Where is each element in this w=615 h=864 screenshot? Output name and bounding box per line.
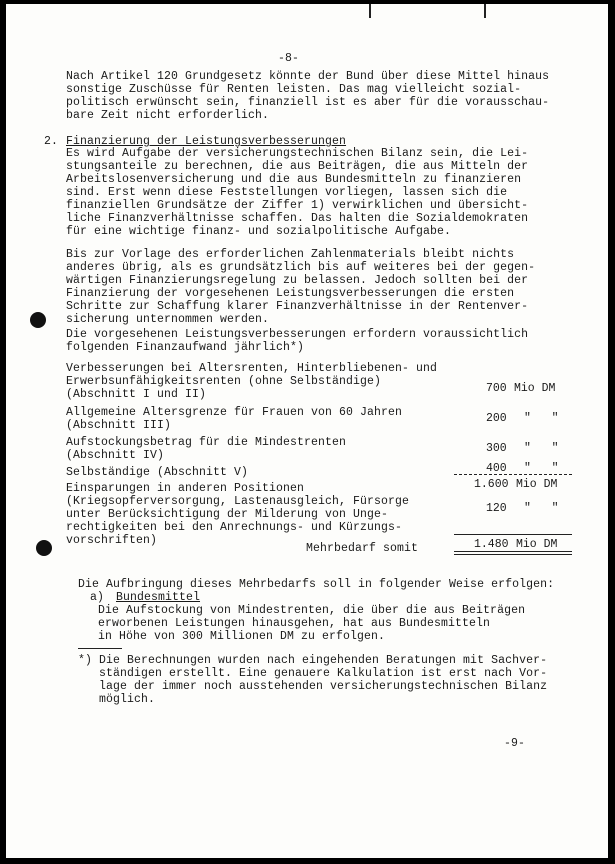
section2-line: für eine wichtige finanz- und sozialpolitische Aufgabe. [66,225,452,238]
cost-item-label: Erwerbsunfähigkeitsrenten (ohne Selbständige) [66,375,382,388]
footnote-line: lage der immer noch ausstehenden versicherungstechnischen Bilanz [78,680,548,693]
cost-item-label: Verbesserungen bei Altersrenten, Hinterbliebenen- und [66,362,438,375]
cost-item-amount: 400 [486,462,507,475]
section2-line: Es wird Aufgabe der versicherungstechnischen Bilanz sein, die Lei- [66,147,529,160]
footnote-line: *) Die Berechnungen wurden nach eingehenden Beratungen mit Sachver- [78,654,548,667]
sum-rule [454,474,572,475]
cost-item-label: (Abschnitt I und II) [66,388,207,401]
savings-label: Einsparungen in anderen Positionen [66,482,305,495]
para5-line: erworbenen Leistungen hinausgehen, hat aus Bundesmitteln [98,617,491,630]
para4-line: Die vorgesehenen Leistungsverbesserungen erfordern voraussichtlich [66,328,529,341]
para4-line: folgenden Finanzaufwand jährlich*) [66,341,305,354]
savings-label: vorschriften) [66,534,158,547]
cost-item-label: Selbständige (Abschnitt V) [66,466,249,479]
para3-line: anderes übrig, als es grundsätzlich bis auf weiteres bei der gegen- [66,261,536,274]
savings-label: rechtigkeiten bei den Anrechnungs- und Kürzungs- [66,521,403,534]
punch-hole [36,540,52,556]
footnote-line: möglich. [78,693,156,706]
page-number: -8- [278,52,300,65]
item-heading: Bundesmittel [116,591,201,604]
para1-line: Nach Artikel 120 Grundgesetz könnte der Bund über diese Mittel hinaus [66,70,550,83]
sum-rule [454,534,572,535]
document-page [6,4,608,858]
section-number: 2. [44,135,59,148]
next-page-marker: -9- [504,737,526,750]
section-heading: Finanzierung der Leistungsverbesserungen [66,135,347,148]
scan-mark [484,4,486,18]
para3-line: wärtigen Finanzierungsregelung zu belassen. Jedoch sollten bei der [66,274,529,287]
cost-item-label: Allgemeine Altersgrenze für Frauen von 60 Jahren [66,406,403,419]
para3-line: sicherung unternommen werden. [66,313,270,326]
footnote-line: ständigen erstellt. Eine genauere Kalkulation ist erst nach Vor- [78,667,548,680]
cost-item-unit: " " [524,412,559,425]
para3-line: Bis zur Vorlage des erforderlichen Zahlenmaterials bleibt nichts [66,248,515,261]
cost-item-amount: 700 [486,382,507,395]
punch-hole [30,312,46,328]
para1-line: bare Zeit nicht erforderlich. [66,109,270,122]
cost-item-label: Aufstockungsbetrag für die Mindestrenten [66,436,347,449]
subtotal-amount: 1.600 [474,478,509,491]
subtotal-unit: Mio DM [516,478,558,491]
savings-label: (Kriegsopferversorgung, Lastenausgleich, Fürsorge [66,495,410,508]
double-rule [454,554,572,555]
cost-item-label: (Abschnitt IV) [66,449,165,462]
cost-item-unit: Mio DM [514,382,556,395]
para5-line: in Höhe von 300 Millionen DM zu erfolgen. [98,630,386,643]
para5-line: Die Aufstockung von Mindestrenten, die über die aus Beiträgen [98,604,526,617]
para5-intro: Die Aufbringung dieses Mehrbedarfs soll in folgender Weise erfolgen: [78,578,555,591]
para1-line: politisch erwünscht sein, finanziell ist es aber für die vorausschau- [66,96,550,109]
item-marker: a) [90,591,105,604]
cost-item-unit: " " [524,442,559,455]
cost-item-unit: " " [524,462,559,475]
savings-unit: " " [524,502,559,515]
para3-line: Schritte zur Schaffung klarer Finanzverhältnisse in der Rentenver- [66,300,529,313]
total-amount: 1.480 [474,538,509,551]
savings-amount: 120 [486,502,507,515]
double-rule [454,551,572,552]
section2-line: finanziellen Grundsätze der Ziffer 1) verwirklichen und übersicht- [66,199,529,212]
scan-mark [369,4,371,18]
section2-line: stungsanteile zu berechnen, die aus Beiträgen, die aus Mitteln der [66,160,529,173]
total-label: Mehrbedarf somit [306,542,419,555]
para1-line: sonstige Zuschüsse für Renten leisten. Das mag vielleicht sozial- [66,83,522,96]
footnote-rule [78,648,122,649]
section2-line: liche Finanzverhältnisse schaffen. Das halten die Sozialdemokraten [66,212,529,225]
para3-line: Finanzierung der vorgesehenen Leistungsverbesserungen die ersten [66,287,515,300]
cost-item-amount: 300 [486,442,507,455]
total-unit: Mio DM [516,538,558,551]
section2-line: Arbeitslosenversicherung und die aus Bundesmitteln zu finanzieren [66,173,522,186]
cost-item-amount: 200 [486,412,507,425]
section2-line: sind. Erst wenn diese Feststellungen vorliegen, lassen sich die [66,186,508,199]
savings-label: unter Berücksichtigung der Milderung von Unge- [66,508,389,521]
cost-item-label: (Abschnitt III) [66,419,172,432]
